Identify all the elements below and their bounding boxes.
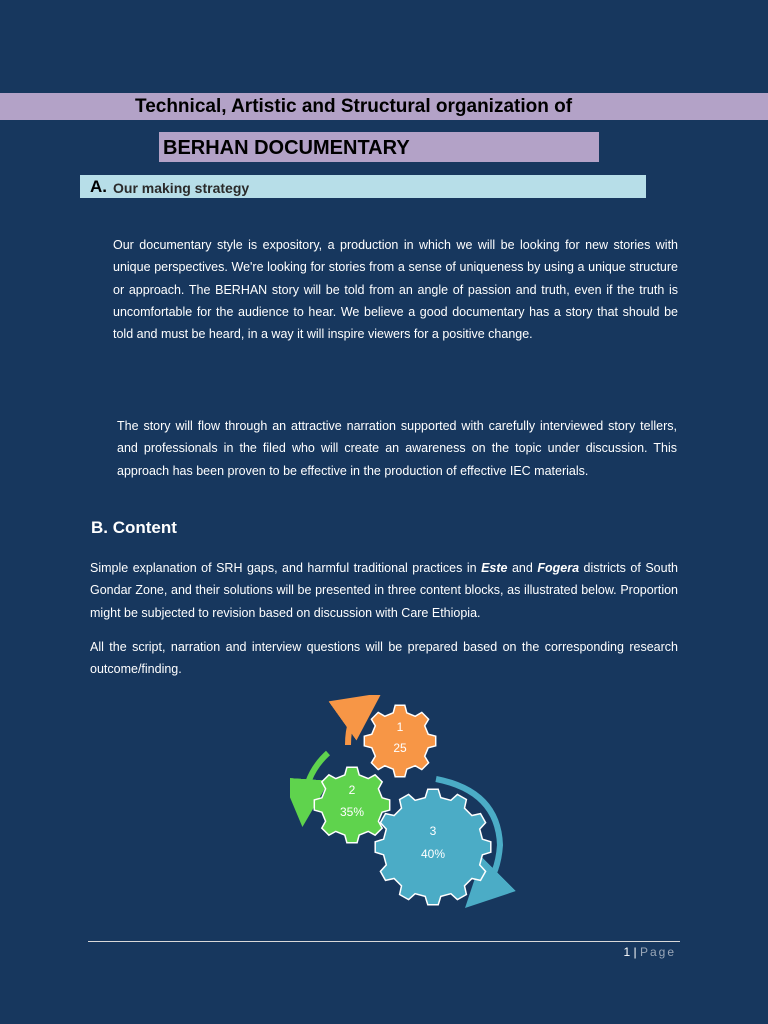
gear-3-label: 3 [429, 824, 437, 838]
content-text-end: districts of South Gondar Zone, and their solutions will be presented in three content blocks, as illustrated below. Proportion might be subjected to revision based on discussion with Care Ethiopia. [90, 561, 678, 620]
district-fogera: Fogera [537, 561, 580, 575]
strategy-paragraph-2: The story will flow through an attractive narration supported with carefully interviewed story tellers, and professionals in the filed who will create an awareness on the topic under discussion. This approach has been proven to be effective in the production of effective IEC materials. [117, 419, 677, 478]
gears-diagram [290, 695, 520, 910]
content-paragraph-1 [90, 557, 678, 624]
arrow-orange [348, 707, 362, 745]
gear-2-value: 35% [339, 805, 365, 819]
gear-1-value: 25 [393, 741, 407, 755]
gear-3-value: 40% [420, 847, 446, 861]
strategy-paragraph-1: Our documentary style is expository, a production in which we will be looking for new stories with unique perspectives. We're looking for stories from a sense of uniqueness by using a unique structure or approach. The BERHAN story will be told from an angle of passion and truth, even if the truth is uncomfortable for the audience to hear. We believe a good documentary has a story that should be told and must be heard, in a way it will inspire viewers for a positive change. [113, 238, 678, 342]
document-subtitle: BERHAN DOCUMENTARY [163, 137, 410, 159]
section-a-title: Our making strategy [113, 180, 250, 196]
page-footer [600, 944, 676, 960]
district-este: Este [481, 561, 508, 575]
footer-divider [88, 941, 680, 942]
content-paragraph-2: All the script, narration and interview questions will be prepared based on the corresponding research outcome/finding. [90, 640, 678, 677]
content-text-mid: and [507, 561, 538, 575]
page-number: 1 [623, 945, 631, 959]
document-title: Technical, Artistic and Structural organization of [135, 96, 573, 117]
page-word: Page [639, 945, 676, 959]
page-separator: | [633, 945, 637, 959]
section-a-letter: A. [90, 177, 107, 196]
content-text-start: Simple explanation of SRH gaps, and harmful traditional practices in [90, 561, 482, 575]
gear-1-label: 1 [396, 720, 404, 734]
section-b-title: B. Content [91, 518, 177, 537]
gear-2-label: 2 [348, 783, 356, 797]
